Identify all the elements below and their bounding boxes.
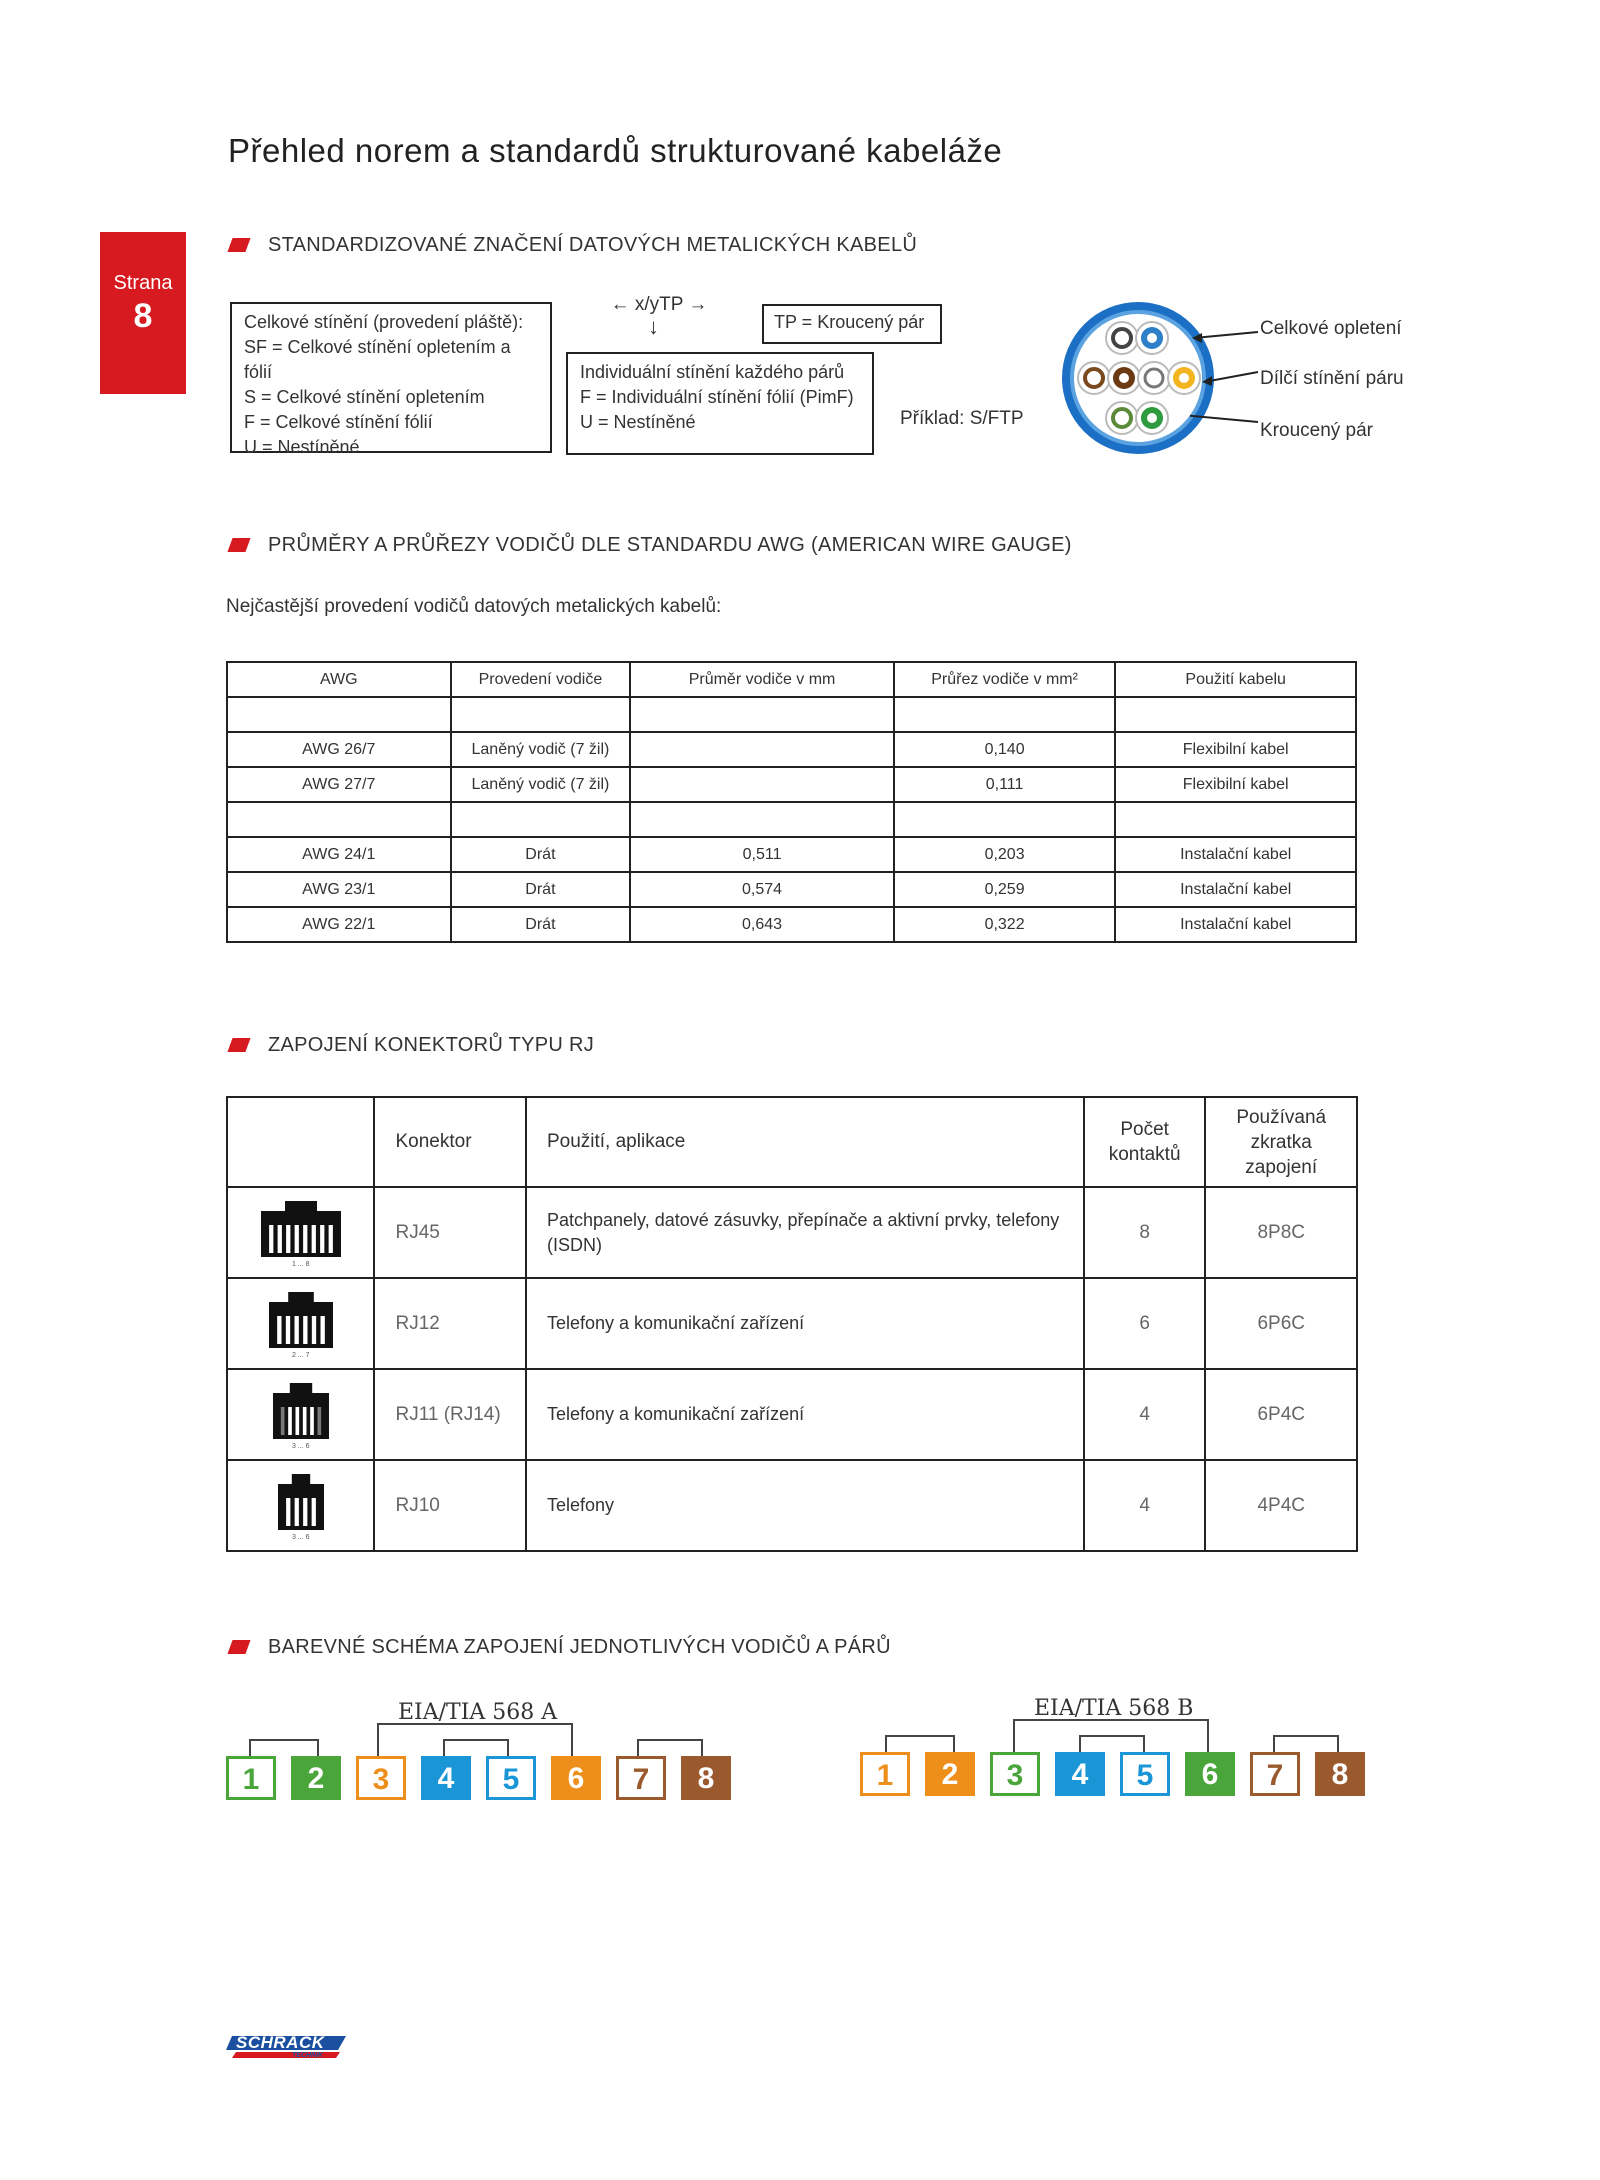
scheme-a-pin-8: 8	[681, 1756, 731, 1800]
awg-cell	[630, 697, 894, 732]
awg-table-row	[227, 802, 1356, 837]
rj-icon-cell	[227, 1278, 374, 1369]
logo-subtext: TECHNIK	[292, 2052, 324, 2059]
scheme-a-pin-7: 7	[616, 1756, 666, 1800]
rj-table-row	[227, 1187, 1357, 1278]
awg-cell: Drát	[451, 872, 631, 907]
rj-usage-text: Telefony a komunikační zařízení	[546, 1404, 805, 1424]
rj-icon-cell	[227, 1369, 374, 1460]
awg-cell	[630, 802, 894, 837]
scheme-b-pin-5: 5	[1120, 1752, 1170, 1796]
page-tab	[100, 232, 186, 394]
section-heading-awg: PRŮMĚRY A PRŮŘEZY VODIČŮ DLE STANDARDU AWG (AMERICAN WIRE GAUGE)	[230, 534, 1072, 557]
awg-cell: Instalační kabel	[1115, 907, 1356, 942]
arrow-down-icon: ↓	[648, 314, 659, 339]
scheme-a-pin-6: 6	[551, 1756, 601, 1800]
awg-cell: 0,643	[630, 907, 894, 942]
rj-header-abbr: Používaná zkratka zapojení	[1205, 1097, 1357, 1187]
rj-contacts: 8	[1084, 1187, 1206, 1278]
red-bullet-icon	[227, 1640, 250, 1654]
rj-header-contacts: Počet kontaktů	[1084, 1097, 1206, 1187]
rj-usage	[526, 1369, 1084, 1460]
awg-cell: Flexibilní kabel	[1115, 732, 1356, 767]
individual-shield-box	[566, 352, 874, 455]
rj-pin-range: 2 ... 7	[291, 1352, 310, 1359]
rj-contacts: 4	[1084, 1460, 1206, 1551]
scheme-a-brackets-icon	[226, 1718, 746, 1758]
rj-table-row	[227, 1460, 1357, 1551]
scheme-a-pin-3: 3	[356, 1756, 406, 1800]
awg-cell	[1115, 697, 1356, 732]
rj-usage	[526, 1187, 1084, 1278]
awg-cell	[227, 697, 451, 732]
section-heading-marking: STANDARDIZOVANÉ ZNAČENÍ DATOVÝCH METALICKÝCH KABELŮ	[230, 234, 917, 257]
awg-cell	[894, 697, 1116, 732]
rj-header-row	[227, 1097, 1357, 1187]
scheme-a-title: EIA/TIA 568 A	[398, 1700, 558, 1725]
awg-table-row	[227, 907, 1356, 942]
awg-cell: Laněný vodič (7 žil)	[451, 732, 631, 767]
awg-cell: Drát	[451, 907, 631, 942]
awg-cell	[227, 802, 451, 837]
label-overall-braid: Celkové opletení	[1260, 318, 1402, 339]
individual-shield-u: U = Nestíněné	[580, 412, 696, 432]
label-twisted-pair: Kroucený pár	[1260, 420, 1374, 441]
awg-cell: 0,140	[894, 732, 1116, 767]
awg-cell	[894, 802, 1116, 837]
scheme-b-pin-6: 6	[1185, 1752, 1235, 1796]
awg-cell: 0,511	[630, 837, 894, 872]
scheme-a-pin-5: 5	[486, 1756, 536, 1800]
awg-cell	[630, 732, 894, 767]
awg-header-cell: Provedení vodiče	[451, 662, 631, 697]
rj-pin-range: 1 ... 8	[291, 1261, 310, 1268]
awg-cell: 0,259	[894, 872, 1116, 907]
rj-abbr: 4P4C	[1205, 1460, 1357, 1551]
rj-connector-name: RJ45	[374, 1187, 526, 1278]
awg-table-row	[227, 732, 1356, 767]
rj-usage	[526, 1460, 1084, 1551]
scheme-b-pin-3: 3	[990, 1752, 1040, 1796]
awg-cell: AWG 24/1	[227, 837, 451, 872]
rj-table	[226, 1096, 1358, 1552]
awg-cell: AWG 26/7	[227, 732, 451, 767]
awg-cell	[1115, 802, 1356, 837]
awg-header-cell: AWG	[227, 662, 451, 697]
rj-usage	[526, 1278, 1084, 1369]
red-bullet-icon	[227, 1038, 250, 1052]
arrow-right-icon: →	[688, 294, 708, 315]
rj-connector-name: RJ12	[374, 1278, 526, 1369]
awg-table	[226, 661, 1357, 943]
overall-shield-s: S = Celkové stínění opletením	[244, 387, 485, 407]
label-pair-shield: Dílčí stínění páru	[1260, 368, 1404, 389]
awg-cell: 0,203	[894, 837, 1116, 872]
formula-row	[604, 294, 714, 316]
awg-cell: Instalační kabel	[1115, 837, 1356, 872]
example-text: Příklad: S/FTP	[900, 408, 1024, 429]
awg-cell: Flexibilní kabel	[1115, 767, 1356, 802]
rj-pin-range: 3 ... 6	[291, 1443, 310, 1450]
section-heading-color-scheme: BAREVNÉ SCHÉMA ZAPOJENÍ JEDNOTLIVÝCH VODIČŮ A PÁRŮ	[230, 1636, 891, 1659]
logo-text: SCHRACK	[236, 2033, 325, 2052]
rj-connector-name: RJ11 (RJ14)	[374, 1369, 526, 1460]
rj-abbr: 6P4C	[1205, 1369, 1357, 1460]
awg-table-row	[227, 697, 1356, 732]
red-bullet-icon	[227, 238, 250, 252]
rj-icon-cell	[227, 1187, 374, 1278]
awg-table-row	[227, 767, 1356, 802]
overall-shield-title: Celkové stínění (provedení pláště):	[244, 312, 524, 332]
scheme-a-pin-1: 1	[226, 1756, 276, 1800]
rj-abbr: 8P8C	[1205, 1187, 1357, 1278]
scheme-b-brackets-icon	[860, 1712, 1380, 1752]
awg-cell	[451, 802, 631, 837]
awg-cell: 0,574	[630, 872, 894, 907]
page-title: Přehled norem a standardů strukturované kabeláže	[228, 132, 1003, 169]
awg-cell: 0,111	[894, 767, 1116, 802]
awg-header-row	[227, 662, 1356, 697]
scheme-a-pin-2: 2	[291, 1756, 341, 1800]
rj-contacts: 6	[1084, 1278, 1206, 1369]
rj-usage-text: Telefony a komunikační zařízení	[546, 1313, 805, 1333]
formula-text: x/yTP	[634, 294, 684, 315]
awg-intro: Nejčastější provedení vodičů datových metalických kabelů:	[226, 596, 722, 617]
arrow-left-icon: ←	[610, 294, 630, 315]
page-tab-label: Strana	[113, 272, 173, 294]
rj-header-icon-cell	[227, 1097, 374, 1187]
awg-cell: Instalační kabel	[1115, 872, 1356, 907]
overall-shield-sf: SF = Celkové stínění opletením a fólií	[244, 337, 511, 382]
scheme-b-pin-7: 7	[1250, 1752, 1300, 1796]
scheme-b-pin-2: 2	[925, 1752, 975, 1796]
awg-cell: Laněný vodič (7 žil)	[451, 767, 631, 802]
rj-usage-text: Telefony	[546, 1495, 615, 1515]
overall-shield-u: U = Nestíněné	[244, 437, 360, 457]
awg-cell: AWG 27/7	[227, 767, 451, 802]
scheme-b-pin-4: 4	[1055, 1752, 1105, 1796]
rj-abbr: 6P6C	[1205, 1278, 1357, 1369]
rj-usage-text: Patchpanely, datové zásuvky, přepínače a aktivní prvky, telefony (ISDN)	[546, 1209, 1060, 1255]
individual-shield-title: Individuální stínění každého párů	[580, 362, 845, 382]
page-number: 8	[133, 297, 153, 335]
awg-cell: 0,322	[894, 907, 1116, 942]
rj-header-connector: Konektor	[374, 1097, 526, 1187]
red-bullet-icon	[227, 538, 250, 552]
rj-pin-range: 3 ... 6	[291, 1534, 310, 1541]
awg-header-cell: Průměr vodiče v mm	[630, 662, 894, 697]
scheme-b-pin-8: 8	[1315, 1752, 1365, 1796]
awg-cell	[451, 697, 631, 732]
awg-header-cell: Použití kabelu	[1115, 662, 1356, 697]
rj-table-row	[227, 1278, 1357, 1369]
awg-table-row	[227, 872, 1356, 907]
section-heading-rj: ZAPOJENÍ KONEKTORŮ TYPU RJ	[230, 1034, 594, 1057]
awg-header-cell: Průřez vodiče v mm²	[894, 662, 1116, 697]
awg-cell: Drát	[451, 837, 631, 872]
rj-header-usage: Použití, aplikace	[526, 1097, 1084, 1187]
tp-box: TP = Kroucený pár	[762, 304, 942, 344]
rj-connector-name: RJ10	[374, 1460, 526, 1551]
scheme-b-pin-1: 1	[860, 1752, 910, 1796]
cable-pointer-lines-icon	[1190, 320, 1260, 430]
individual-shield-f: F = Individuální stínění fólií (PimF)	[580, 387, 854, 407]
scheme-b-title: EIA/TIA 568 B	[1034, 1696, 1194, 1721]
schrack-logo	[226, 2030, 356, 2066]
overall-shield-f: F = Celkové stínění fólií	[244, 412, 433, 432]
rj-icon-cell	[227, 1460, 374, 1551]
awg-table-row	[227, 837, 1356, 872]
scheme-a-pin-4: 4	[421, 1756, 471, 1800]
awg-cell	[630, 767, 894, 802]
awg-cell: AWG 22/1	[227, 907, 451, 942]
awg-cell: AWG 23/1	[227, 872, 451, 907]
overall-shield-box	[230, 302, 552, 457]
rj-table-row	[227, 1369, 1357, 1460]
rj-contacts: 4	[1084, 1369, 1206, 1460]
